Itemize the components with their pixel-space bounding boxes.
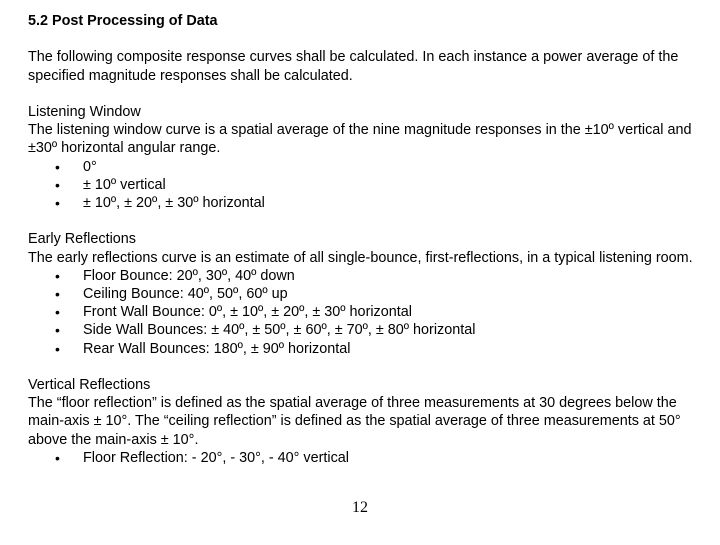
bullet-icon: • bbox=[55, 176, 60, 193]
section-title: 5.2 Post Processing of Data bbox=[28, 13, 218, 29]
spacer bbox=[28, 30, 700, 48]
vertical-reflections-text: The “floor reflection” is defined as the spatial average of three measurements at 30 degrees below the main-axis ± 10°. The “ceiling reflection” is defined as the spatial average of three measurements at 50° above the main-axis ± 10°. bbox=[28, 395, 681, 448]
list-item: • Front Wall Bounce: 0º, ± 10º, ± 20º, ± 30º horizontal bbox=[55, 304, 412, 321]
vertical-reflections-section bbox=[28, 376, 700, 467]
bullet-icon: • bbox=[55, 286, 60, 302]
vertical-reflections-title: Vertical Reflections bbox=[28, 377, 151, 393]
bullet-icon: • bbox=[55, 195, 60, 211]
bullet-icon: • bbox=[55, 340, 60, 357]
list-item: • 0° bbox=[55, 158, 97, 175]
early-reflections-text: The early reflections curve is an estimate of all single-bounce, first-reflections, in a typical listening room. bbox=[28, 249, 693, 266]
document-page bbox=[28, 12, 700, 467]
listening-window-title: Listening Window bbox=[28, 103, 141, 120]
spacer bbox=[28, 85, 700, 103]
listening-window-section bbox=[28, 103, 700, 212]
bullet-icon: • bbox=[55, 267, 60, 284]
listening-window-text: The listening window curve is a spatial average of the nine magnitude responses in the ±10º vertical and ±30º horizontal angular range. bbox=[28, 122, 692, 157]
list-item: • Side Wall Bounces: ± 40º, ± 50º, ± 60º, ± 70º, ± 80º horizontal bbox=[55, 322, 476, 339]
page-number: 12 bbox=[352, 499, 368, 516]
spacer bbox=[28, 358, 700, 376]
early-reflections-title: Early Reflections bbox=[28, 231, 136, 248]
bullet-icon: • bbox=[55, 304, 60, 321]
list-item: • ± 10º, ± 20º, ± 30º horizontal bbox=[55, 195, 265, 211]
bullet-icon: • bbox=[55, 158, 60, 175]
vertical-reflections-list bbox=[28, 449, 700, 467]
early-reflections-section bbox=[28, 230, 700, 357]
list-item: • Ceiling Bounce: 40º, 50º, 60º up bbox=[55, 286, 288, 302]
listening-window-list bbox=[28, 158, 700, 213]
list-item: • Floor Reflection: - 20°, - 30°, - 40° vertical bbox=[55, 449, 350, 466]
spacer bbox=[28, 212, 700, 230]
list-item: • Rear Wall Bounces: 180º, ± 90º horizontal bbox=[55, 340, 351, 357]
list-item: • Floor Bounce: 20º, 30º, 40º down bbox=[55, 267, 295, 284]
bullet-icon: • bbox=[55, 322, 60, 339]
bullet-icon: • bbox=[55, 449, 60, 466]
early-reflections-list bbox=[28, 267, 700, 358]
list-item: • ± 10º vertical bbox=[55, 176, 166, 193]
intro-paragraph: The following composite response curves shall be calculated. In each instance a power average of the specified magnitude responses shall be calculated. bbox=[28, 49, 679, 84]
